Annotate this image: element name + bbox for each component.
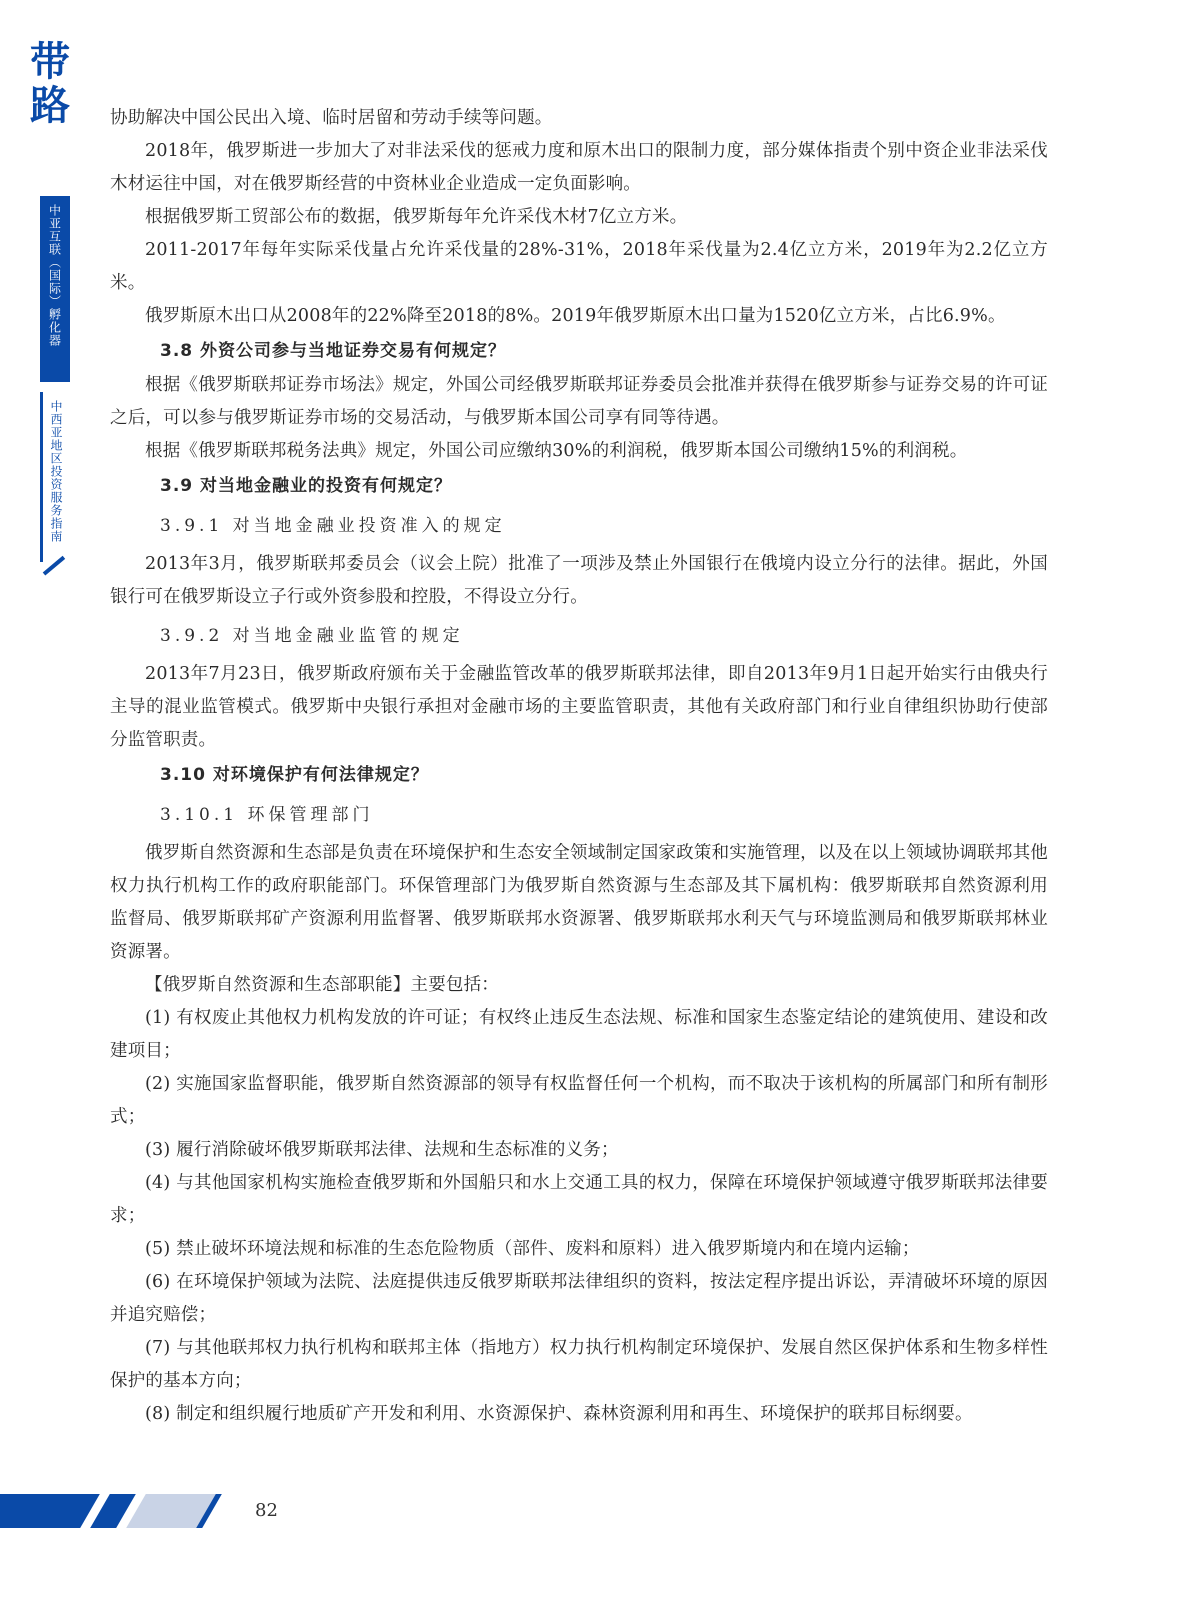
paragraph: 根据俄罗斯工贸部公布的数据，俄罗斯每年允许采伐木材7亿立方米。: [145, 207, 688, 227]
document-body: [110, 102, 1048, 1431]
list-item: (2) 实施国家监督职能，俄罗斯自然资源部的领导有权监督任何一个机构，而不取决于该机构的所属部门和所有制形式；: [110, 1074, 1048, 1127]
page-number: 82: [255, 1500, 278, 1521]
logo-char: 路: [30, 82, 70, 129]
paragraph: 2011-2017年每年实际采伐量占允许采伐量的28%-31%，2018年采伐量为2.4亿立方米，2019年为2.2亿立方米。: [110, 240, 1048, 293]
list-item: (8) 制定和组织履行地质矿产开发和利用、水资源保护、森林资源利用和再生、环境保护的联邦目标纲要。: [145, 1404, 973, 1424]
footer-stripes: [0, 1494, 230, 1528]
paragraph: 俄罗斯原木出口从2008年的22%降至2018的8%。2019年俄罗斯原木出口量为1520亿立方米，占比6.9%。: [145, 306, 1006, 326]
footer-stripe: [0, 1494, 100, 1528]
subsection-heading: 3.10.1 环保管理部门: [160, 805, 374, 825]
paragraph: 协助解决中国公民出入境、临时居留和劳动手续等问题。: [110, 108, 553, 128]
section-heading: 3.9 对当地金融业的投资有何规定？: [160, 476, 453, 496]
list-item: (7) 与其他联邦权力执行机构和联邦主体（指地方）权力执行机构制定环境保护、发展自然区保护体系和生物多样性保护的基本方向；: [110, 1338, 1048, 1391]
section-heading: 3.10 对环境保护有何法律规定？: [160, 765, 429, 785]
subsection-heading: 3.9.1 对当地金融业投资准入的规定: [160, 516, 506, 536]
section-heading: 3.8 外资公司参与当地证券交易有何规定？: [160, 341, 507, 361]
paragraph: 2018年，俄罗斯进一步加大了对非法采伐的惩戒力度和原木出口的限制力度，部分媒体指责个别中资企业非法采伐木材运往中国，对在俄罗斯经营的中资林业企业造成一定负面影响。: [110, 141, 1048, 194]
guide-band: 中西亚地区投资服务指南: [40, 392, 70, 562]
paragraph: 根据《俄罗斯联邦证券市场法》规定，外国公司经俄罗斯联邦证券委员会批准并获得在俄罗斯参与证券交易的许可证之后，可以参与俄罗斯证券市场的交易活动，与俄罗斯本国公司享有同等待遇。: [110, 375, 1048, 428]
list-item: (1) 有权废止其他权力机构发放的许可证；有权终止违反生态法规、标准和国家生态鉴定结论的建筑使用、建设和改建项目；: [110, 1008, 1048, 1061]
paragraph: 俄罗斯自然资源和生态部是负责在环境保护和生态安全领域制定国家政策和实施管理，以及在以上领域协调联邦其他权力执行机构工作的政府职能部门。环保管理部门为俄罗斯自然资源与生态部及其下属机构：俄罗斯联邦自然资源利用监督局、俄罗斯联邦矿产资源利用监督署、俄罗斯联邦水资源署、俄罗斯联邦水利天气与环境监测局和俄罗斯联邦林业资源署。: [110, 843, 1048, 962]
paragraph: 根据《俄罗斯联邦税务法典》规定，外国公司应缴纳30%的利润税，俄罗斯本国公司缴纳15%的利润税。: [145, 441, 968, 461]
logo-char: 带: [30, 38, 70, 85]
subsection-heading: 3.9.2 对当地金融业监管的规定: [160, 626, 464, 646]
incubator-band: 中亚互联（国际）孵化器: [40, 196, 70, 382]
paragraph: 2013年3月，俄罗斯联邦委员会（议会上院）批准了一项涉及禁止外国银行在俄境内设立分行的法律。据此，外国银行可在俄罗斯设立子行或外资参股和控股，不得设立分行。: [110, 554, 1048, 607]
belt-road-logo: [30, 40, 76, 190]
list-item: (5) 禁止破坏环境法规和标准的生态危险物质（部件、废料和原料）进入俄罗斯境内和在境内运输；: [145, 1239, 920, 1259]
list-item: (6) 在环境保护领域为法院、法庭提供违反俄罗斯联邦法律组织的资料，按法定程序提出诉讼，弄清破坏环境的原因并追究赔偿；: [110, 1272, 1048, 1325]
paragraph: 【俄罗斯自然资源和生态部职能】主要包括：: [145, 975, 499, 995]
list-item: (4) 与其他国家机构实施检查俄罗斯和外国船只和水上交通工具的权力，保障在环境保护领域遵守俄罗斯联邦法律要求；: [110, 1173, 1048, 1226]
paragraph: 2013年7月23日，俄罗斯政府颁布关于金融监管改革的俄罗斯联邦法律，即自2013年9月1日起开始实行由俄央行主导的混业监管模式。俄罗斯中央银行承担对金融市场的主要监管职责，其他有关政府部门和行业自律组织协助行使部分监管职责。: [110, 664, 1048, 750]
list-item: (3) 履行消除破坏俄罗斯联邦法律、法规和生态标准的义务；: [145, 1140, 619, 1160]
sidebar: [0, 0, 80, 1600]
